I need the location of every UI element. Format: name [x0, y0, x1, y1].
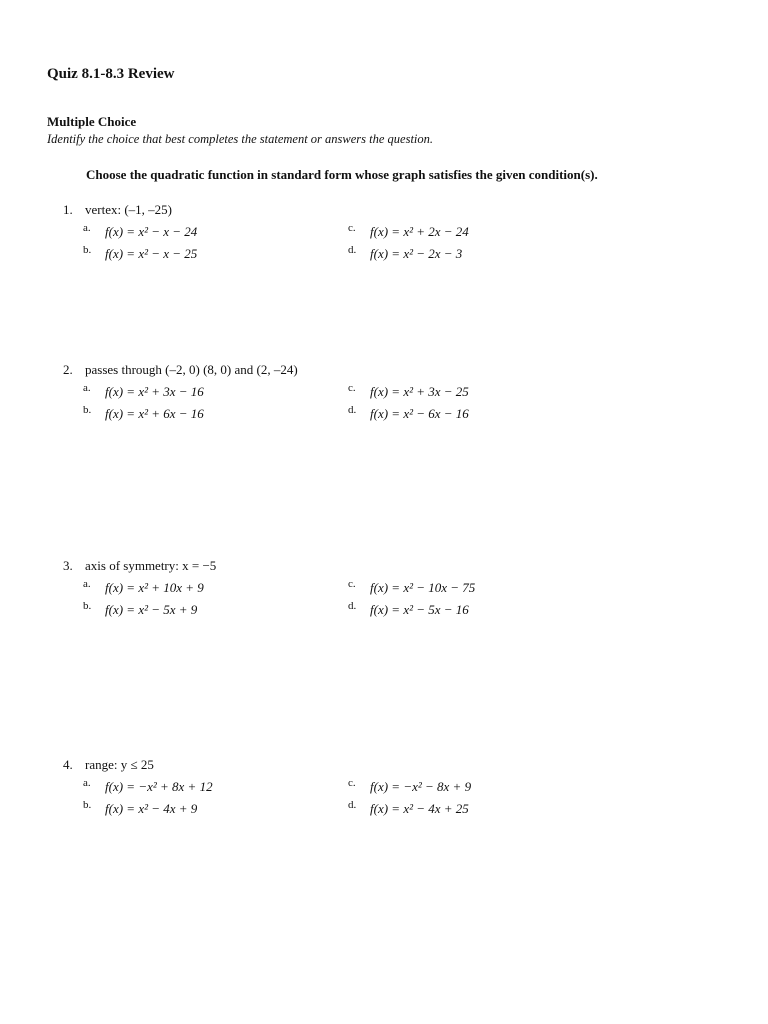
- choice-letter: b.: [83, 799, 92, 811]
- question-prompt: passes through (–2, 0) (8, 0) and (2, –24): [85, 362, 298, 377]
- choice-expression: f(x) = x² + 6x − 16: [105, 406, 204, 421]
- choice-expression: f(x) = x² − 10x − 75: [370, 580, 476, 595]
- question-4: [63, 757, 743, 816]
- choice-expression: f(x) = −x² − 8x + 9: [370, 779, 472, 794]
- choice-expression: f(x) = x² + 3x − 16: [105, 384, 204, 399]
- question-number: 3.: [63, 558, 73, 573]
- choice-letter: c.: [348, 777, 356, 789]
- choice-expression: f(x) = x² − 2x − 3: [370, 246, 463, 261]
- choice-letter: a.: [83, 578, 91, 590]
- section-title: Multiple Choice: [47, 114, 137, 129]
- choice-letter: a.: [83, 382, 91, 394]
- choice-letter: d.: [348, 244, 357, 256]
- choice-letter: c.: [348, 222, 356, 234]
- choice-expression: f(x) = x² − 4x + 25: [370, 801, 469, 816]
- choice-letter: c.: [348, 382, 356, 394]
- choice-letter: d.: [348, 799, 357, 811]
- choice-expression: f(x) = x² − x − 25: [105, 246, 198, 261]
- question-number: 4.: [63, 757, 73, 772]
- question-3: [63, 558, 743, 617]
- choice-expression: f(x) = x² − 6x − 16: [370, 406, 469, 421]
- choice-letter: c.: [348, 578, 356, 590]
- choice-letter: a.: [83, 777, 91, 789]
- choice-expression: f(x) = x² + 3x − 25: [370, 384, 469, 399]
- choice-letter: b.: [83, 600, 92, 612]
- choice-letter: a.: [83, 222, 91, 234]
- choice-expression: f(x) = x² − 5x − 16: [370, 602, 469, 617]
- question-prompt: range: y ≤ 25: [85, 757, 154, 772]
- choice-expression: f(x) = x² + 2x − 24: [370, 224, 469, 239]
- choice-letter: d.: [348, 600, 357, 612]
- choice-expression: f(x) = x² + 10x + 9: [105, 580, 204, 595]
- choice-letter: d.: [348, 404, 357, 416]
- directive: Choose the quadratic function in standard form whose graph satisfies the given condition(s).: [86, 167, 598, 182]
- choice-expression: f(x) = x² − 5x + 9: [105, 602, 198, 617]
- choice-letter: b.: [83, 404, 92, 416]
- page-title: Quiz 8.1-8.3 Review: [47, 66, 175, 82]
- choice-expression: f(x) = −x² + 8x + 12: [105, 779, 213, 794]
- question-prompt: axis of symmetry: x = −5: [85, 558, 217, 573]
- choice-expression: f(x) = x² − 4x + 9: [105, 801, 198, 816]
- question-2: [63, 362, 743, 421]
- choice-letter: b.: [83, 244, 92, 256]
- choice-expression: f(x) = x² − x − 24: [105, 224, 198, 239]
- question-number: 1.: [63, 202, 73, 217]
- question-number: 2.: [63, 362, 73, 377]
- question-1: [63, 202, 743, 261]
- section-instruction: Identify the choice that best completes the statement or answers the question.: [47, 132, 434, 146]
- question-prompt: vertex: (–1, –25): [85, 202, 173, 217]
